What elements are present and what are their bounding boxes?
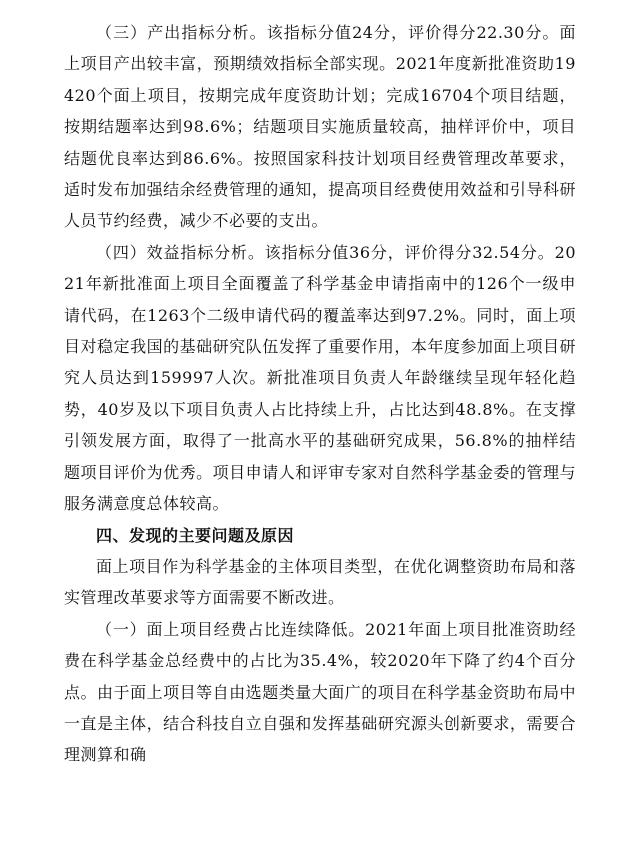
paragraph-problems-intro: 面上项目作为科学基金的主体项目类型，在优化调整资助布局和落实管理改革要求等方面需要不断改进。	[64, 556, 576, 608]
section-heading-problems: 四、发现的主要问题及原因	[96, 525, 295, 545]
paragraph-output-indicators: （三）产出指标分析。该指标分值24分，评价得分22.30分。面上项目产出较丰富，预期绩效指标全部实现。2021年度新批准资助19420个面上项目，按期完成年度资助计划；完成16704个项目结题，按期结题率达到98.6%；结题项目实施质量较高，抽样评价中，项目结题优良率达到86.6%。按照国家科技计划项目经费管理改革要求，适时发布加强结余经费管理的通知，提高项目经费使用效益和引导科研人员节约经费，减少不必要的支出。	[64, 23, 576, 231]
paragraph-benefit-indicators: （四）效益指标分析。该指标分值36分，评价得分32.54分。2021年新批准面上项目全面覆盖了科学基金申请指南中的126个一级申请代码，在1263个二级申请代码的覆盖率达到97.2%。同时，面上项目对稳定我国的基础研究队伍发挥了重要作用，本年度参加面上项目研究人员达到159997人次。新批准项目负责人年龄继续呈现年轻化趋势，40岁及以下项目负责人占比持续上升，占比达到48.8%。在支撑引领发展方面，取得了一批高水平的基础研究成果，56.8%的抽样结题项目评价为优秀。项目申请人和评审专家对自然科学基金委的管理与服务满意度总体较高。	[64, 242, 576, 514]
paragraph-funding-share: （一）面上项目经费占比连续降低。2021年面上项目批准资助经费在科学基金总经费中的占比为35.4%，较2020年下降了约4个百分点。由于面上项目等自由选题类量大面广的项目在科学基金资助布局中一直是主体，结合科技自立自强和发挥基础研究源头创新要求，需要合理测算和确	[64, 619, 576, 765]
